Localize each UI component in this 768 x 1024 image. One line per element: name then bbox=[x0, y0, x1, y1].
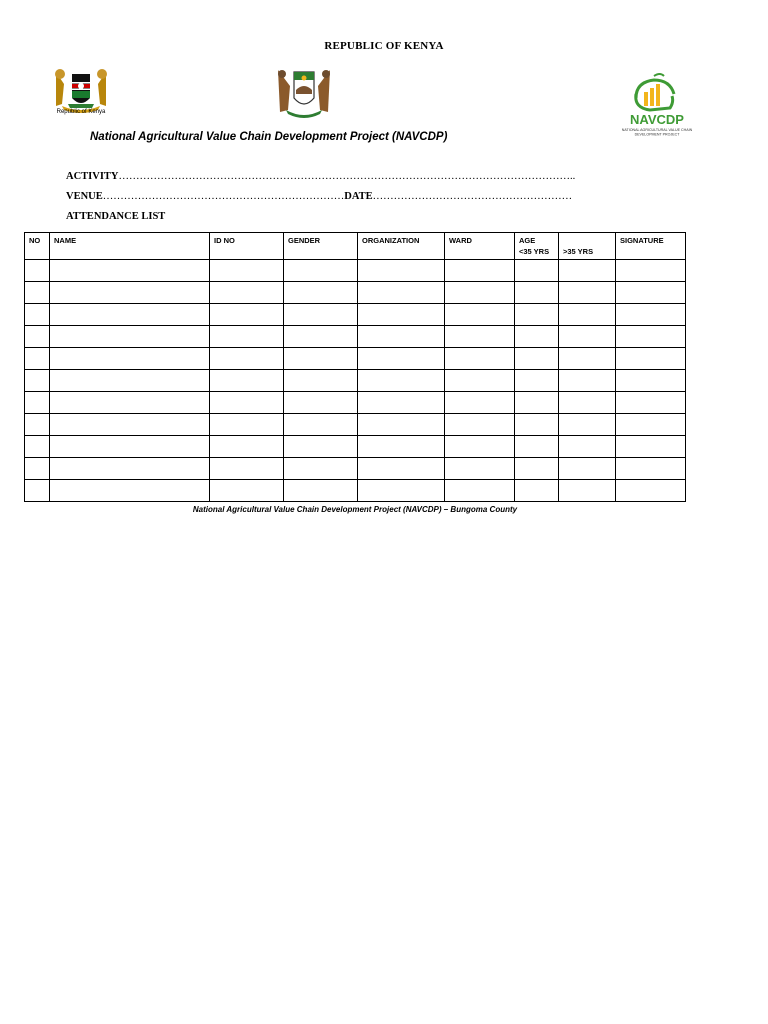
cell-organization[interactable] bbox=[358, 348, 445, 370]
col-id-no: ID NO bbox=[210, 233, 284, 260]
cell-gender[interactable] bbox=[284, 260, 358, 282]
table-row bbox=[25, 282, 686, 304]
cell-age-under[interactable] bbox=[515, 260, 559, 282]
cell-name[interactable] bbox=[50, 282, 210, 304]
cell-ward[interactable] bbox=[445, 348, 515, 370]
cell-name[interactable] bbox=[50, 348, 210, 370]
cell-gender[interactable] bbox=[284, 282, 358, 304]
cell-ward[interactable] bbox=[445, 260, 515, 282]
cell-ward[interactable] bbox=[445, 282, 515, 304]
cell-ward[interactable] bbox=[445, 304, 515, 326]
cell-gender[interactable] bbox=[284, 458, 358, 480]
project-title: National Agricultural Value Chain Development Project (NAVCDP) bbox=[90, 131, 448, 143]
cell-age-under[interactable] bbox=[515, 392, 559, 414]
cell-signature[interactable] bbox=[616, 282, 686, 304]
table-row bbox=[25, 326, 686, 348]
cell-id-no[interactable] bbox=[210, 392, 284, 414]
venue-label: VENUE bbox=[66, 191, 103, 202]
cell-ward[interactable] bbox=[445, 370, 515, 392]
cell-organization[interactable] bbox=[358, 392, 445, 414]
cell-age-over[interactable] bbox=[559, 480, 616, 502]
activity-field[interactable] bbox=[66, 171, 575, 182]
cell-age-under[interactable] bbox=[515, 370, 559, 392]
cell-organization[interactable] bbox=[358, 458, 445, 480]
cell-age-over[interactable] bbox=[559, 282, 616, 304]
cell-age-over[interactable] bbox=[559, 304, 616, 326]
cell-no[interactable] bbox=[25, 370, 50, 392]
cell-no[interactable] bbox=[25, 304, 50, 326]
cell-no[interactable] bbox=[25, 392, 50, 414]
cell-id-no[interactable] bbox=[210, 282, 284, 304]
col-age: AGE bbox=[519, 236, 536, 245]
cell-no[interactable] bbox=[25, 414, 50, 436]
table-row bbox=[25, 370, 686, 392]
cell-id-no[interactable] bbox=[210, 260, 284, 282]
cell-name[interactable] bbox=[50, 436, 210, 458]
cell-signature[interactable] bbox=[616, 392, 686, 414]
cell-age-under[interactable] bbox=[515, 480, 559, 502]
cell-gender[interactable] bbox=[284, 436, 358, 458]
col-no: NO bbox=[25, 233, 50, 260]
cell-ward[interactable] bbox=[445, 392, 515, 414]
cell-age-over[interactable] bbox=[559, 414, 616, 436]
cell-ward[interactable] bbox=[445, 480, 515, 502]
cell-no[interactable] bbox=[25, 348, 50, 370]
cell-signature[interactable] bbox=[616, 414, 686, 436]
cell-signature[interactable] bbox=[616, 458, 686, 480]
navcdp-logo-subtext-1: NATIONAL AGRICULTURAL VALUE CHAIN bbox=[621, 128, 693, 132]
cell-ward[interactable] bbox=[445, 414, 515, 436]
cell-gender[interactable] bbox=[284, 326, 358, 348]
cell-id-no[interactable] bbox=[210, 436, 284, 458]
cell-ward[interactable] bbox=[445, 326, 515, 348]
cell-organization[interactable] bbox=[358, 436, 445, 458]
cell-age-over[interactable] bbox=[559, 348, 616, 370]
cell-organization[interactable] bbox=[358, 480, 445, 502]
col-organization: ORGANIZATION bbox=[358, 233, 445, 260]
cell-id-no[interactable] bbox=[210, 414, 284, 436]
cell-ward[interactable] bbox=[445, 436, 515, 458]
cell-organization[interactable] bbox=[358, 260, 445, 282]
cell-name[interactable] bbox=[50, 304, 210, 326]
cell-name[interactable] bbox=[50, 370, 210, 392]
cell-name[interactable] bbox=[50, 392, 210, 414]
col-age-under bbox=[515, 233, 559, 260]
date-label: DATE bbox=[344, 191, 373, 202]
table-row bbox=[25, 392, 686, 414]
cell-signature[interactable] bbox=[616, 436, 686, 458]
cell-organization[interactable] bbox=[358, 282, 445, 304]
cell-signature[interactable] bbox=[616, 326, 686, 348]
cell-name[interactable] bbox=[50, 260, 210, 282]
activity-dots: ………………………………………………………………………………………………………………….. bbox=[118, 171, 576, 182]
cell-id-no[interactable] bbox=[210, 480, 284, 502]
cell-signature[interactable] bbox=[616, 370, 686, 392]
cell-no[interactable] bbox=[25, 282, 50, 304]
cell-signature[interactable] bbox=[616, 304, 686, 326]
country-title: REPUBLIC OF KENYA bbox=[324, 40, 444, 52]
cell-signature[interactable] bbox=[616, 480, 686, 502]
table-row bbox=[25, 480, 686, 502]
col-name: NAME bbox=[50, 233, 210, 260]
cell-age-over[interactable] bbox=[559, 436, 616, 458]
cell-age-under[interactable] bbox=[515, 458, 559, 480]
col-gender: GENDER bbox=[284, 233, 358, 260]
attendance-table-body bbox=[25, 260, 686, 502]
attendance-list-label: ATTENDANCE LIST bbox=[66, 211, 166, 222]
cell-id-no[interactable] bbox=[210, 348, 284, 370]
cell-organization[interactable] bbox=[358, 414, 445, 436]
cell-ward[interactable] bbox=[445, 458, 515, 480]
cell-name[interactable] bbox=[50, 458, 210, 480]
cell-no[interactable] bbox=[25, 326, 50, 348]
cell-gender[interactable] bbox=[284, 348, 358, 370]
cell-age-over[interactable] bbox=[559, 260, 616, 282]
table-row bbox=[25, 348, 686, 370]
col-age-over-label: >35 YRS bbox=[563, 247, 594, 256]
cell-age-under[interactable] bbox=[515, 304, 559, 326]
cell-organization[interactable] bbox=[358, 304, 445, 326]
cell-id-no[interactable] bbox=[210, 370, 284, 392]
table-header-row bbox=[25, 233, 686, 260]
cell-age-over[interactable] bbox=[559, 392, 616, 414]
table-row bbox=[25, 458, 686, 480]
kenya-logo-caption: Republic of Kenya bbox=[56, 109, 106, 115]
cell-name[interactable] bbox=[50, 326, 210, 348]
cell-no[interactable] bbox=[25, 458, 50, 480]
cell-age-under[interactable] bbox=[515, 282, 559, 304]
cell-id-no[interactable] bbox=[210, 304, 284, 326]
table-row bbox=[25, 260, 686, 282]
cell-age-over[interactable] bbox=[559, 370, 616, 392]
table-row bbox=[25, 414, 686, 436]
navcdp-logo-text: NAVCDP bbox=[630, 112, 684, 127]
col-age-under-label: <35 YRS bbox=[519, 247, 550, 256]
cell-organization[interactable] bbox=[358, 326, 445, 348]
table-row bbox=[25, 304, 686, 326]
county-emblem-icon bbox=[270, 64, 338, 122]
venue-date-field[interactable] bbox=[66, 191, 572, 202]
cell-no[interactable] bbox=[25, 436, 50, 458]
cell-age-under[interactable] bbox=[515, 414, 559, 436]
cell-id-no[interactable] bbox=[210, 458, 284, 480]
cell-gender[interactable] bbox=[284, 480, 358, 502]
navcdp-logo-subtext-2: DEVELOPMENT PROJECT bbox=[634, 132, 680, 137]
col-age-over bbox=[559, 233, 616, 260]
cell-id-no[interactable] bbox=[210, 326, 284, 348]
cell-name[interactable] bbox=[50, 414, 210, 436]
cell-no[interactable] bbox=[25, 480, 50, 502]
cell-signature[interactable] bbox=[616, 348, 686, 370]
cell-gender[interactable] bbox=[284, 370, 358, 392]
cell-name[interactable] bbox=[50, 480, 210, 502]
venue-dots: …………………………………………………………… bbox=[102, 191, 345, 202]
cell-age-under[interactable] bbox=[515, 436, 559, 458]
footer-note: National Agricultural Value Chain Development Project (NAVCDP) – Bungoma County bbox=[192, 505, 518, 514]
activity-label: ACTIVITY bbox=[66, 171, 119, 182]
cell-age-under[interactable] bbox=[515, 348, 559, 370]
date-dots: ………………………………………………… bbox=[372, 191, 573, 202]
col-signature: SIGNATURE bbox=[616, 233, 686, 260]
table-row bbox=[25, 436, 686, 458]
cell-gender[interactable] bbox=[284, 304, 358, 326]
cell-gender[interactable] bbox=[284, 392, 358, 414]
cell-organization[interactable] bbox=[358, 370, 445, 392]
cell-age-under[interactable] bbox=[515, 326, 559, 348]
col-ward: WARD bbox=[445, 233, 515, 260]
navcdp-logo-icon bbox=[614, 72, 700, 140]
cell-no[interactable] bbox=[25, 260, 50, 282]
attendance-table bbox=[24, 232, 686, 502]
cell-signature[interactable] bbox=[616, 260, 686, 282]
cell-age-over[interactable] bbox=[559, 458, 616, 480]
cell-age-over[interactable] bbox=[559, 326, 616, 348]
cell-gender[interactable] bbox=[284, 414, 358, 436]
